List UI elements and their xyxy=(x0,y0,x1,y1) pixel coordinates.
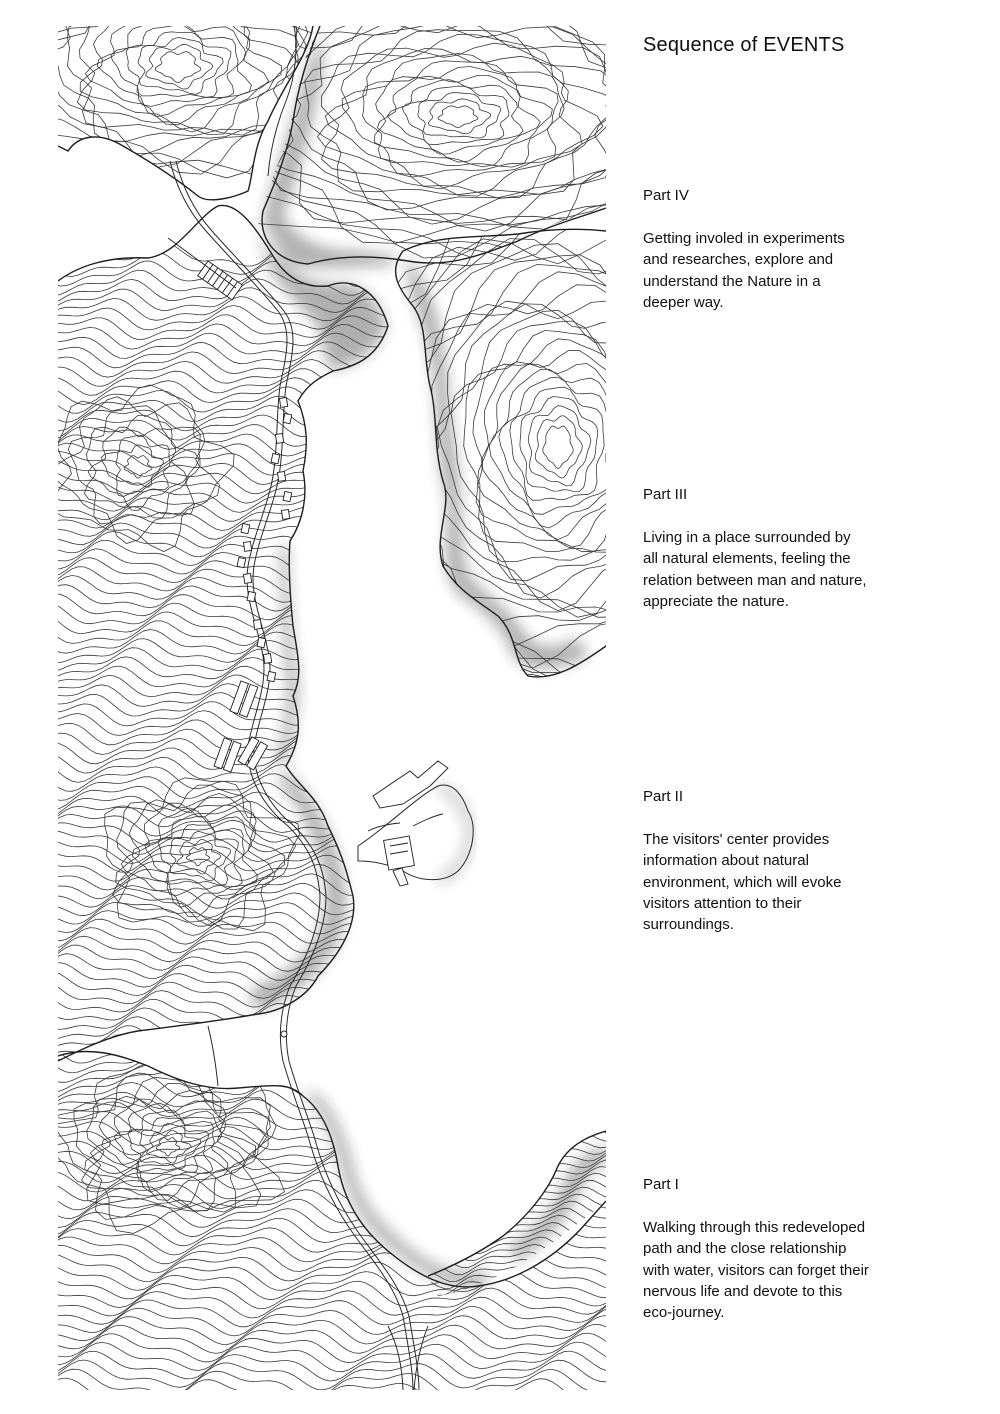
cabin-unit xyxy=(237,557,246,567)
part-ii-description: The visitors' center provides information about natural environment, which will evoke visitors attention to their surroundings. xyxy=(643,831,842,934)
cabin-unit xyxy=(267,671,276,681)
part-i-block xyxy=(643,1176,943,1323)
cabin-unit xyxy=(243,541,251,551)
part-iii-heading: Part III xyxy=(643,486,688,503)
contour-map xyxy=(58,26,606,1390)
part-i-description: Walking through this redeveloped path and the close relationship with water, visitors can forget their nervous life and devote to this eco-journey. xyxy=(643,1219,869,1322)
contours-south-east xyxy=(58,1117,606,1310)
cabin-unit xyxy=(263,653,271,663)
cabin-unit xyxy=(253,619,261,629)
cabin-unit xyxy=(247,591,256,601)
cabin-unit xyxy=(279,397,287,407)
cabin-cluster xyxy=(214,681,268,772)
part-i-heading: Part I xyxy=(643,1176,679,1193)
part-iii-description: Living in a place surrounded by all natural elements, feeling the relation between man and nature, appreciate the nature. xyxy=(643,529,867,610)
events-title: Sequence of EVENTS xyxy=(643,34,845,56)
part-ii-heading: Part II xyxy=(643,788,684,805)
part-iv-block xyxy=(643,187,943,313)
cabin-unit xyxy=(277,471,285,481)
cabin-unit xyxy=(241,523,250,533)
cabin-unit xyxy=(283,413,292,423)
cabin-unit xyxy=(243,573,251,583)
cabin-unit xyxy=(283,491,292,501)
cabin-unit xyxy=(281,509,289,519)
part-ii-block xyxy=(643,788,943,935)
contours-north-east xyxy=(201,26,606,264)
cabin-unit xyxy=(271,453,280,463)
part-iii-block xyxy=(643,486,943,612)
part-iv-description: Getting involed in experiments and researches, explore and understand the Nature in a deeper way. xyxy=(643,230,845,311)
cabin-unit xyxy=(257,637,266,647)
part-iv-heading: Part IV xyxy=(643,187,689,204)
walking-path xyxy=(170,26,428,1390)
cabin-unit xyxy=(275,433,283,443)
contours-south-west xyxy=(58,1036,606,1390)
